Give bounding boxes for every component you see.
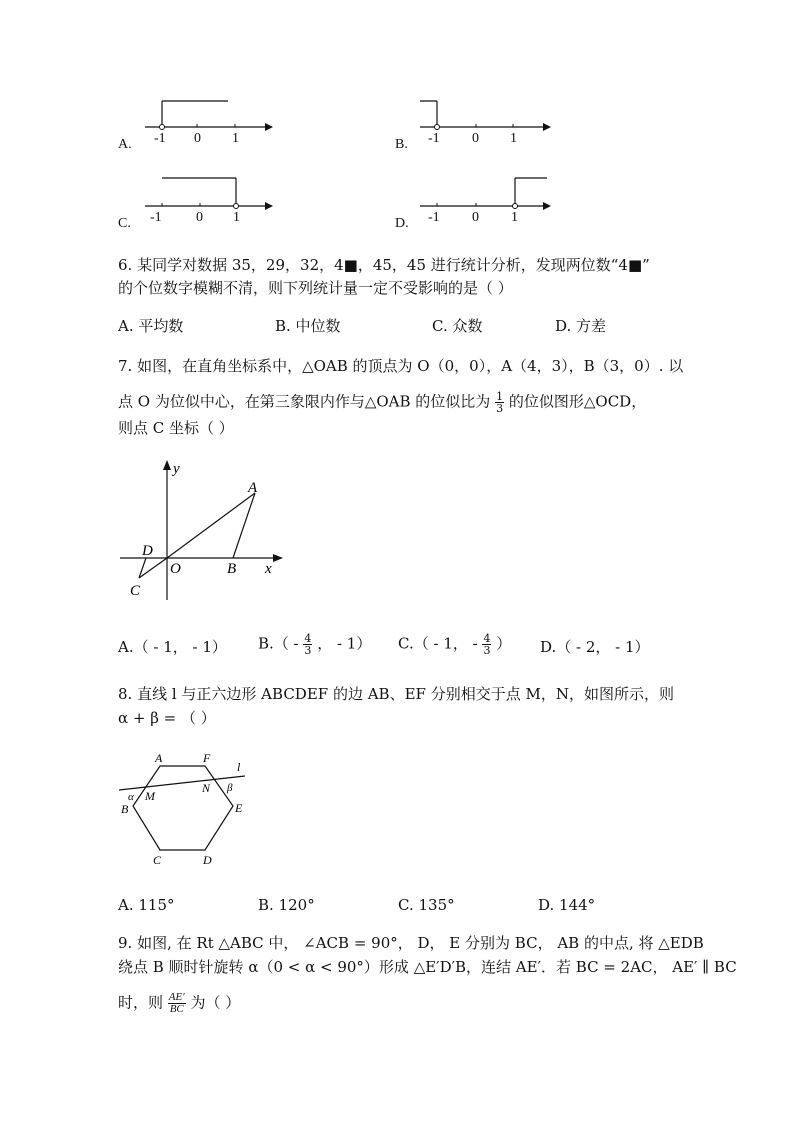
q6-option-a: A. 平均数 bbox=[118, 317, 184, 335]
q7-line3: 则点 C 坐标（ ） bbox=[118, 419, 234, 437]
q5-label-b: B. bbox=[395, 137, 408, 152]
q5-b-tick-1: 1 bbox=[510, 131, 517, 146]
q6-option-c: C. 众数 bbox=[432, 317, 483, 335]
q5-c-tick-1: 1 bbox=[233, 210, 240, 225]
q5-d-tick-neg1: -1 bbox=[428, 210, 440, 225]
q7-label-d: D bbox=[142, 543, 153, 559]
q9-fraction: $\frac{AE'}{BC}$ bbox=[168, 991, 185, 1015]
q8-label-b: B bbox=[121, 802, 129, 816]
q5-label-c: C. bbox=[118, 216, 131, 231]
q9-line2: 绕点 B 顺时针旋转 α（0 < α < 90°）形成 △E′D′B，连结 AE′．若 BC = 2AC， AE′ ∥ BC bbox=[118, 958, 737, 976]
q7-line1: 7. 如图，在直角坐标系中，△OAB 的顶点为 O（0，0），A（4，3），B（3，0）. 以 bbox=[118, 357, 684, 375]
q6-option-b: B. 中位数 bbox=[275, 317, 341, 335]
q8-label-f: F bbox=[203, 751, 211, 765]
q8-line1: 8. 直线 l 与正六边形 ABCDEF 的边 AB、EF 分别相交于点 M，N，如图所示，则 bbox=[118, 685, 674, 703]
q7-option-b: B.（ - $\frac{4}{3}$ ， - 1） bbox=[258, 632, 372, 657]
q9-line1: 9. 如图, 在 Rt △ABC 中， ∠ACB = 90°， D， E 分别为 BC， AB 的中点, 将 △EDB bbox=[118, 934, 704, 952]
q5-a-tick-neg1: -1 bbox=[154, 131, 166, 146]
q8-option-a: A. 115° bbox=[118, 896, 175, 914]
q7-option-d: D.（ - 2， - 1） bbox=[540, 638, 650, 656]
q8-label-a: A bbox=[155, 751, 163, 765]
q7-label-c: C bbox=[130, 583, 141, 599]
q6-line1: 6. 某同学对数据 35，29，32，4■，45，45 进行统计分析，发现两位数“4■” bbox=[118, 256, 650, 274]
q7-option-c: C.（ - 1， - $\frac{4}{3}$ ） bbox=[398, 632, 512, 657]
q7-ratio-den: 3 bbox=[496, 402, 504, 415]
q7-option-a: A.（ - 1， - 1） bbox=[118, 638, 227, 656]
q8-figure bbox=[115, 748, 255, 873]
q7-label-b: B bbox=[227, 561, 237, 577]
q8-label-m: M bbox=[145, 789, 155, 803]
q5-b-tick-0: 0 bbox=[472, 131, 479, 146]
q8-label-beta: β bbox=[227, 782, 233, 794]
q8-label-e: E bbox=[235, 801, 243, 815]
q7-line2-a: 点 O 为位似中心，在第三象限内作与△OAB 的位似比为 bbox=[118, 392, 491, 411]
q7-label-a: A bbox=[248, 480, 258, 496]
q7-label-o: O bbox=[170, 561, 181, 577]
q8-option-c: C. 135° bbox=[398, 896, 455, 914]
q8-line2: α + β = （ ） bbox=[118, 709, 216, 727]
q7-line2 bbox=[118, 391, 646, 414]
q8-label-c: C bbox=[153, 853, 162, 867]
q7-label-x: x bbox=[265, 561, 272, 577]
q7-option-b-frac: $\frac{4}{3}$ bbox=[304, 632, 312, 657]
q8-label-d: D bbox=[203, 853, 212, 867]
q5-label-a: A. bbox=[118, 137, 132, 152]
q8-label-l: l bbox=[237, 760, 241, 774]
q5-b-tick-neg1: -1 bbox=[428, 131, 440, 146]
q8-label-alpha: α bbox=[128, 791, 134, 803]
q5-label-d: D. bbox=[395, 216, 409, 231]
q8-label-n: N bbox=[202, 781, 211, 795]
q7-option-c-frac: $\frac{4}{3}$ bbox=[483, 632, 491, 657]
q7-line2-b: 的位似图形△OCD， bbox=[508, 392, 647, 411]
q7-ratio bbox=[495, 391, 504, 414]
q9-line3: 时，则 $\frac{AE'}{BC}$ 为（ ） bbox=[118, 991, 241, 1015]
q6-option-d: D. 方差 bbox=[555, 317, 607, 335]
q7-figure bbox=[115, 455, 290, 605]
q5-d-tick-0: 0 bbox=[472, 210, 479, 225]
q8-option-b: B. 120° bbox=[258, 896, 315, 914]
q5-d-tick-1: 1 bbox=[511, 210, 518, 225]
q5-c-tick-0: 0 bbox=[196, 210, 203, 225]
q5-a-tick-1: 1 bbox=[232, 131, 239, 146]
q5-a-tick-0: 0 bbox=[194, 131, 201, 146]
q7-ratio-num: 1 bbox=[496, 390, 504, 403]
q7-label-y: y bbox=[173, 461, 180, 477]
q8-option-d: D. 144° bbox=[538, 896, 596, 914]
q5-c-tick-neg1: -1 bbox=[150, 210, 162, 225]
q6-line2: 的个位数字模糊不清，则下列统计量一定不受影响的是（ ） bbox=[118, 279, 513, 297]
